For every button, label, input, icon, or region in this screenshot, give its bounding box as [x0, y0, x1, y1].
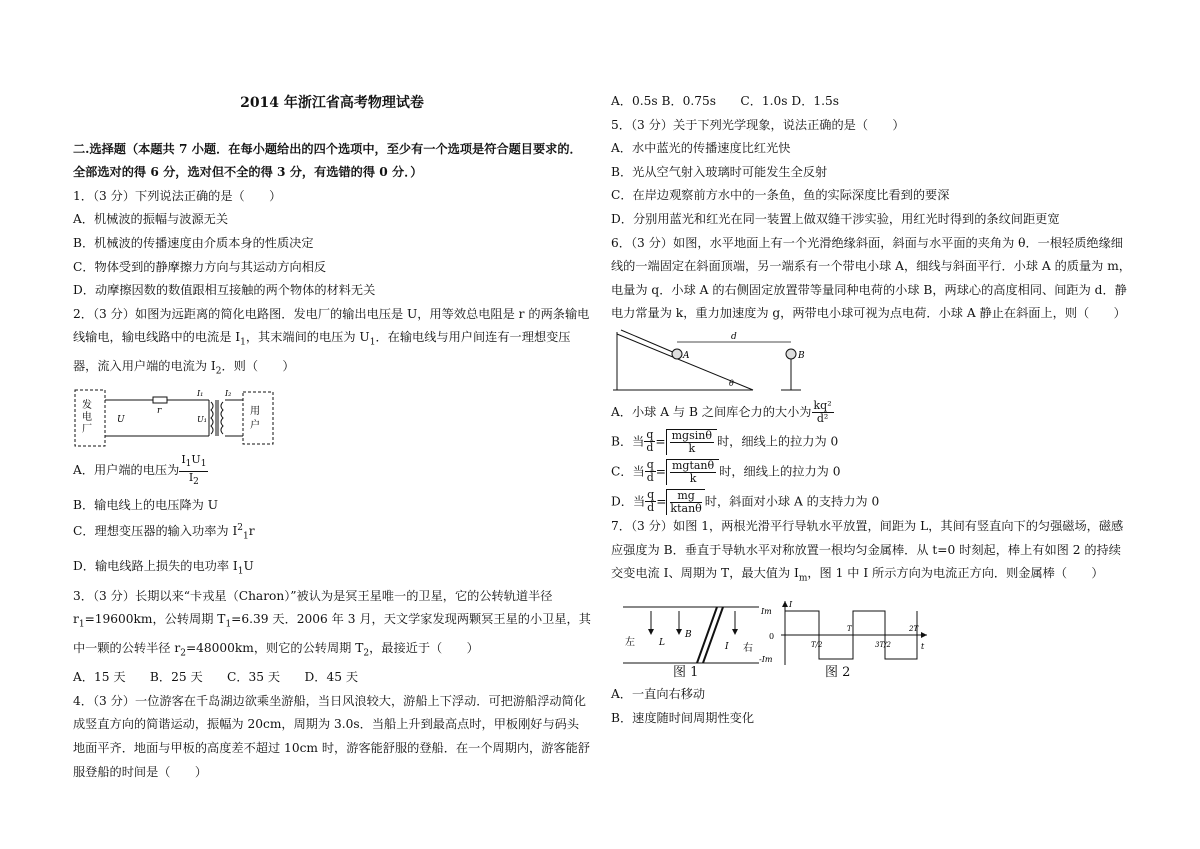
svg-text:厂: 厂	[82, 424, 92, 436]
q1-option-b: B．机械波的传播速度由介质本身的性质决定	[73, 235, 314, 250]
svg-text:左: 左	[625, 637, 635, 649]
svg-text:电: 电	[82, 412, 92, 424]
q7-option-b: B．速度随时间周期性变化	[611, 710, 755, 725]
svg-text:T/2: T/2	[811, 641, 823, 650]
q1-stem: 1．（3 分）下列说法正确的是（ ）	[73, 188, 282, 203]
power-plant-label: 发	[82, 400, 92, 412]
q2-circuit-figure	[73, 386, 278, 450]
q2-stem: 2．（3 分）如图为远距离的简化电路图．发电厂的输出电压是 U，用等效总电阻是 r 的两条输电线输电，输电线路中的电流是 $I_1$，其末端间的电压为 $U_1$．在输电线与用户间连有一理想变压器，流入用户端的电流为 $I_2$．则（ ）	[73, 306, 590, 377]
q3-stem: 3．（3 分）长期以来“卡戎星（Charon）”被认为是冥王星唯一的卫星，它的公转轨道半径 $r_1=19600km$，公转周期 $T_1=6.39$ 天．2006 年 3 月，天文学家发现两颗冥王星的小卫星，其中一颗的公转半径 $r_2=48000km$，则它的公转周期 $T_2$，最接近于（ ）	[73, 588, 591, 659]
svg-text:B: B	[798, 350, 805, 361]
q4-options: A．0.5s B．0.75s C．1.0s D．1.5s	[611, 94, 840, 108]
q7-stem: 7．（3 分）如图 1，两根光滑平行导轨水平放置，间距为 L，其间有竖直向下的匀强磁场，磁感应强度为 B．垂直于导轨水平对称放置一根均匀金属棒．从 t=0 时刻起，棒上有如图 2 的持续交变电流 I、周期为 T，最大值为 $I_m$，图 1 中 I 所示方向为电流正方向．则金属棒（ ）	[611, 518, 1124, 584]
q6-option-a: A．小球 A 与 B 之间库仑力的大小为 $\frac{\text{kq²}}{\text{d²}}$	[611, 398, 832, 425]
q7-fig1-caption: 图 1	[673, 665, 699, 681]
q6-option-d: D．当 $\frac{q}{d}$ = $\frac{mg}{ktan\theta}$ 时，斜面对小球 A 的支持力为 0	[611, 488, 880, 515]
svg-text:L: L	[659, 638, 665, 649]
svg-text:I₁: I₁	[197, 389, 204, 399]
q5-option-d: D．分别用蓝光和红光在同一装置上做双缝干涉实验，用红光时得到的条纹间距更宽	[611, 211, 1060, 226]
q7-fig2-square-wave	[759, 597, 931, 669]
svg-text:d: d	[731, 331, 737, 342]
q7-option-a: A．一直向右移动	[611, 687, 706, 702]
q5-option-b: B．光从空气射入玻璃时可能发生全反射	[611, 164, 828, 179]
q2-option-b: B．输电线上的电压降为 U	[73, 497, 218, 512]
q2-option-a-fraction: $\frac{I_1U_1}{I_2}$	[181, 453, 207, 487]
q6-incline-figure	[611, 328, 811, 396]
q4-stem: 4．（3 分）一位游客在千岛湖边欲乘坐游船，当日风浪较大，游船上下浮动．可把游船浮动简化成竖直方向的简谐运动，振幅为 20cm，周期为 3.0s．当船上升到最高点时，甲板刚好与码头地面平齐．地面与甲板的高度差不超过 10cm 时，游客能舒服的登船．在一个周期内，游客能舒服登船的时间是（ ）	[73, 693, 590, 779]
svg-text:2T: 2T	[909, 625, 919, 634]
svg-text:U₁: U₁	[197, 415, 207, 425]
section-header: 二.选择题（本题共 7 小题．在每小题给出的四个选项中，至少有一个选项是符合题目要求的．全部选对的得 6 分，选对但不全的得 3 分，有选错的得 0 分．）	[73, 141, 582, 180]
q1-option-d: D．动摩擦因数的数值跟相互接触的两个物体的材料无关	[73, 283, 376, 298]
svg-text:右: 右	[743, 643, 753, 655]
q6-option-c: C．当 $\frac{q}{d}$ = $\frac{mgtan\theta}{k}$ 时，细线上的拉力为 0	[611, 458, 841, 485]
svg-text:3T/2: 3T/2	[875, 641, 891, 650]
svg-text:A: A	[683, 350, 690, 361]
q2-option-a: A．用户端的电压为 $\frac{I_1U_1}{I_2}$	[73, 453, 207, 487]
q7-figures	[611, 591, 1131, 683]
svg-text:户: 户	[250, 420, 260, 432]
q1-option-c: C．物体受到的静摩擦力方向与其运动方向相反	[73, 259, 327, 274]
user-label: 用	[250, 406, 260, 418]
right-column	[611, 90, 1131, 730]
svg-text:I: I	[725, 642, 729, 653]
svg-text:I₂: I₂	[225, 389, 232, 399]
svg-text:Im: Im	[761, 607, 772, 617]
svg-text:T: T	[847, 625, 852, 634]
svg-text:r: r	[157, 406, 162, 417]
svg-text:I: I	[789, 600, 793, 610]
svg-text:0: 0	[769, 632, 775, 642]
svg-text:U: U	[117, 415, 125, 426]
q6-stem: 6．（3 分）如图，水平地面上有一个光滑绝缘斜面，斜面与水平面的夹角为 θ．一根轻质绝缘细线的一端固定在斜面顶端，另一端系有一个带电小球 A，细线与斜面平行．小球 A 的质量为 m，电量为 q．小球 A 的右侧固定放置带等量同种电荷的小球 B，两球心的高度相同、间距为 d．静电力常量为 k，重力加速度为 g，两带电小球可视为点电荷．小球 A 静止在斜面上，则（ ）	[611, 235, 1131, 321]
q1-option-a: A．机械波的振幅与波源无关	[73, 212, 229, 227]
svg-text:B: B	[685, 630, 692, 641]
page-title: 2014 年浙江省高考物理试卷	[240, 95, 424, 111]
q5-option-a: A．水中蓝光的传播速度比红光快	[611, 141, 791, 156]
q7-fig2-caption: 图 2	[825, 665, 851, 681]
svg-text:θ: θ	[729, 378, 734, 388]
svg-text:-Im: -Im	[759, 655, 773, 665]
q6-option-b: B．当 $\frac{q}{d}$ = $\frac{mgsin\theta}{k}$ 时，细线上的拉力为 0	[611, 428, 839, 455]
q2-option-c: C．理想变压器的输入功率为 $I^2_1r$	[73, 523, 255, 542]
q3-options: A．15 天 B．25 天 C．35 天 D．45 天	[73, 670, 359, 685]
q5-option-c: C．在岸边观察前方水中的一条鱼，鱼的实际深度比看到的要深	[611, 188, 950, 203]
left-column	[73, 0, 591, 784]
q5-stem: 5．（3 分）关于下列光学现象，说法正确的是（ ）	[611, 117, 905, 132]
q2-option-d: D．输电线路上损失的电功率 $I_1U$	[73, 559, 254, 577]
svg-text:t: t	[921, 642, 925, 652]
